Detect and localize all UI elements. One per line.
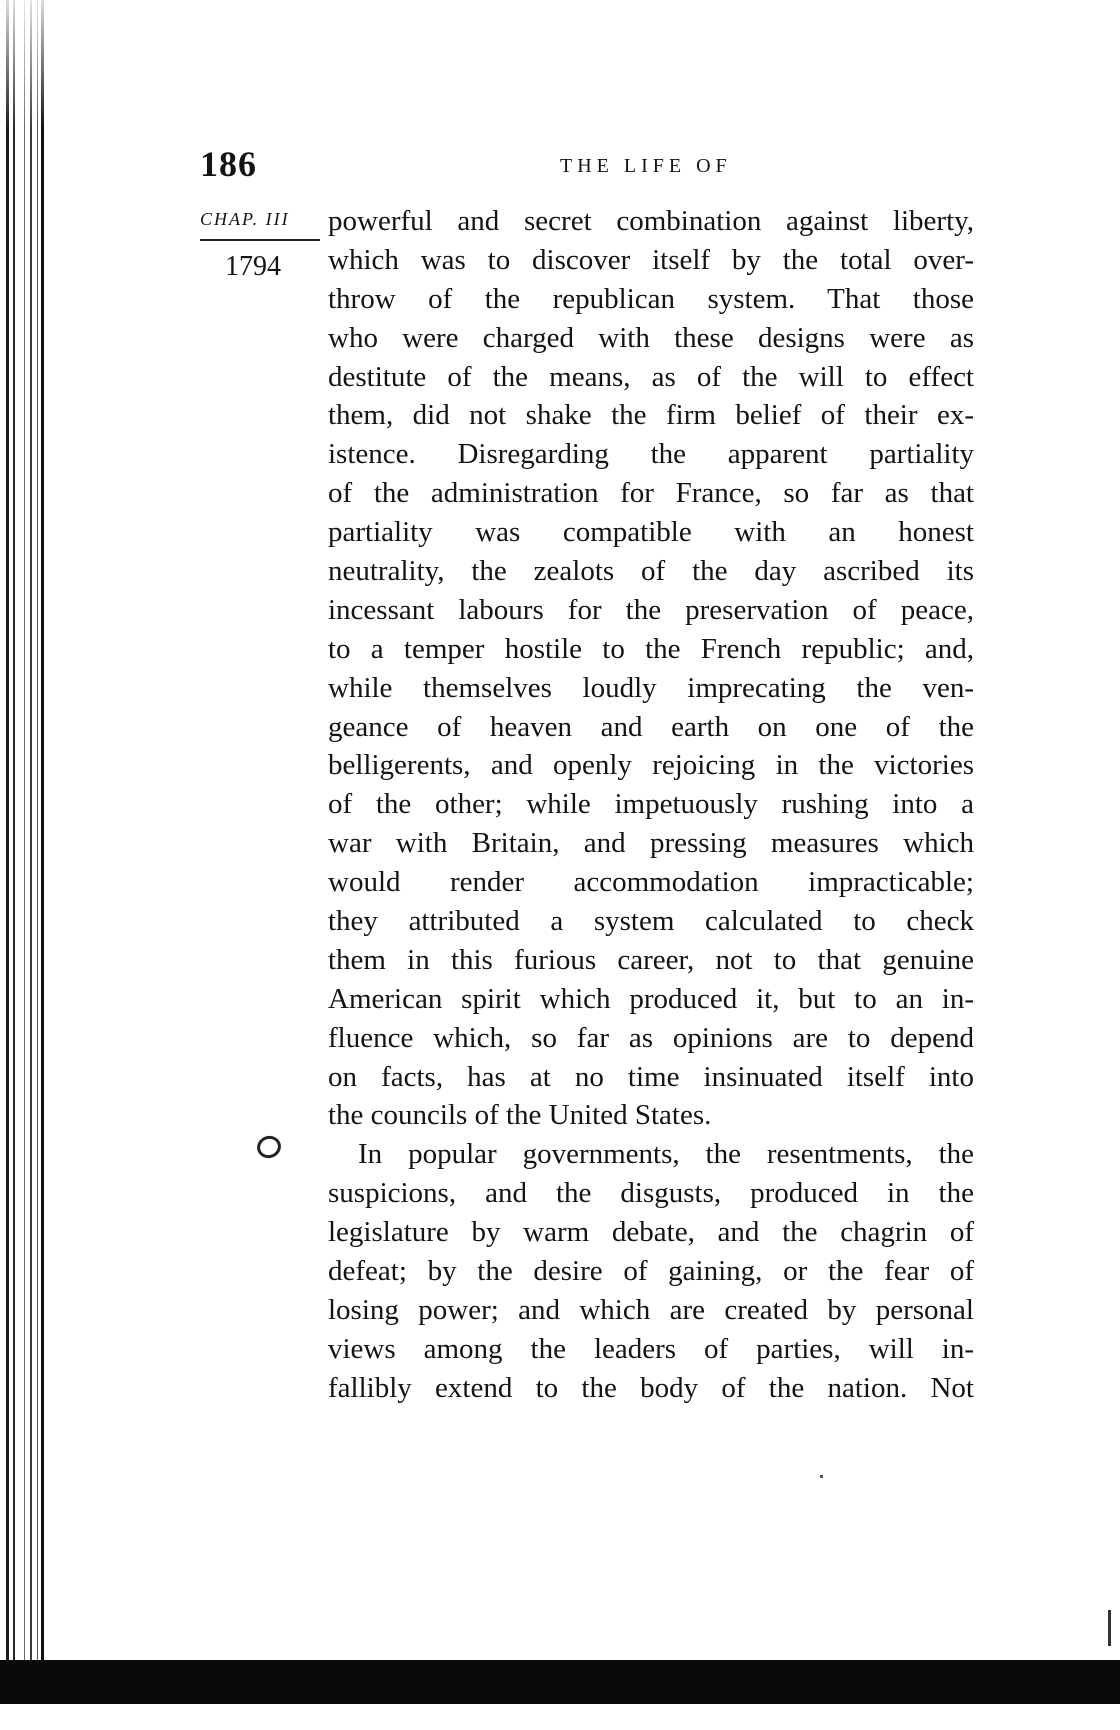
text-line: American spirit which produced it, but to an in- [328,982,974,1015]
text-line: suspicions, and the disgusts, produced in the [328,1177,974,1210]
text-line: defeat; by the desire of gaining, or the fear of [328,1255,974,1288]
text-line: views among the leaders of parties, will in- [328,1332,974,1365]
paragraph-1 [328,202,974,1135]
text-line: neutrality, the zealots of the day ascribed its [328,555,974,588]
text-line: fluence which, so far as opinions are to depend [328,1021,974,1054]
text-line: belligerents, and openly rejoicing in the victories [328,749,974,782]
scan-bottom-margin [0,1704,1120,1730]
text-line: partiality was compatible with an honest [328,516,974,549]
text-line: istence. Disregarding the apparent partiality [328,438,974,471]
text-line: which was to discover itself by the total over- [328,243,974,276]
text-line: of the administration for France, so far as that [328,477,974,510]
page-edge-mark [1108,1610,1111,1646]
gutter-fade [0,0,46,130]
text-line: of the other; while impetuously rushing into a [328,788,974,821]
text-line: while themselves loudly imprecating the ven- [328,671,974,704]
text-line: on facts, has at no time insinuated itself into [328,1060,974,1093]
paragraph-2 [328,1135,974,1407]
text-line: losing power; and which are created by personal [328,1293,974,1326]
text-line: would render accommodation impracticable; [328,866,974,899]
text-line: legislature by warm debate, and the chagrin of [328,1216,974,1249]
body-text [328,202,974,1408]
binding-gutter [0,0,46,1730]
margin-rule [200,239,320,241]
scan-bottom-edge [0,1660,1120,1704]
text-line: to a temper hostile to the French republic; and, [328,632,974,665]
text-line: who were charged with these designs were as [328,321,974,354]
text-line: geance of heaven and earth on one of the [328,710,974,743]
text-line: powerful and secret combination against liberty, [328,205,974,237]
text-line: they attributed a system calculated to check [328,905,974,938]
text-line: them, did not shake the firm belief of their ex- [328,399,974,432]
text-line: them in this furious career, not to that genuine [328,943,974,976]
margin-chapter-note: CHAP. III [200,209,290,229]
text-line: destitute of the means, as of the will to effect [328,360,974,393]
text-line: war with Britain, and pressing measures which [328,827,974,860]
page-number: 186 [200,144,257,184]
text-line: the councils of the United States. [328,1099,712,1132]
margin-year-note: 1794 [225,251,281,282]
paragraph-marker-icon [254,1133,284,1161]
text-line: incessant labours for the preservation of peace, [328,593,974,626]
text-line: fallibly extend to the body of the nation. Not [328,1371,974,1404]
text-line: throw of the republican system. That those [328,282,974,315]
running-title: THE LIFE OF [560,155,732,177]
print-speck [820,1475,823,1478]
text-line: In popular governments, the resentments, the [358,1138,974,1171]
